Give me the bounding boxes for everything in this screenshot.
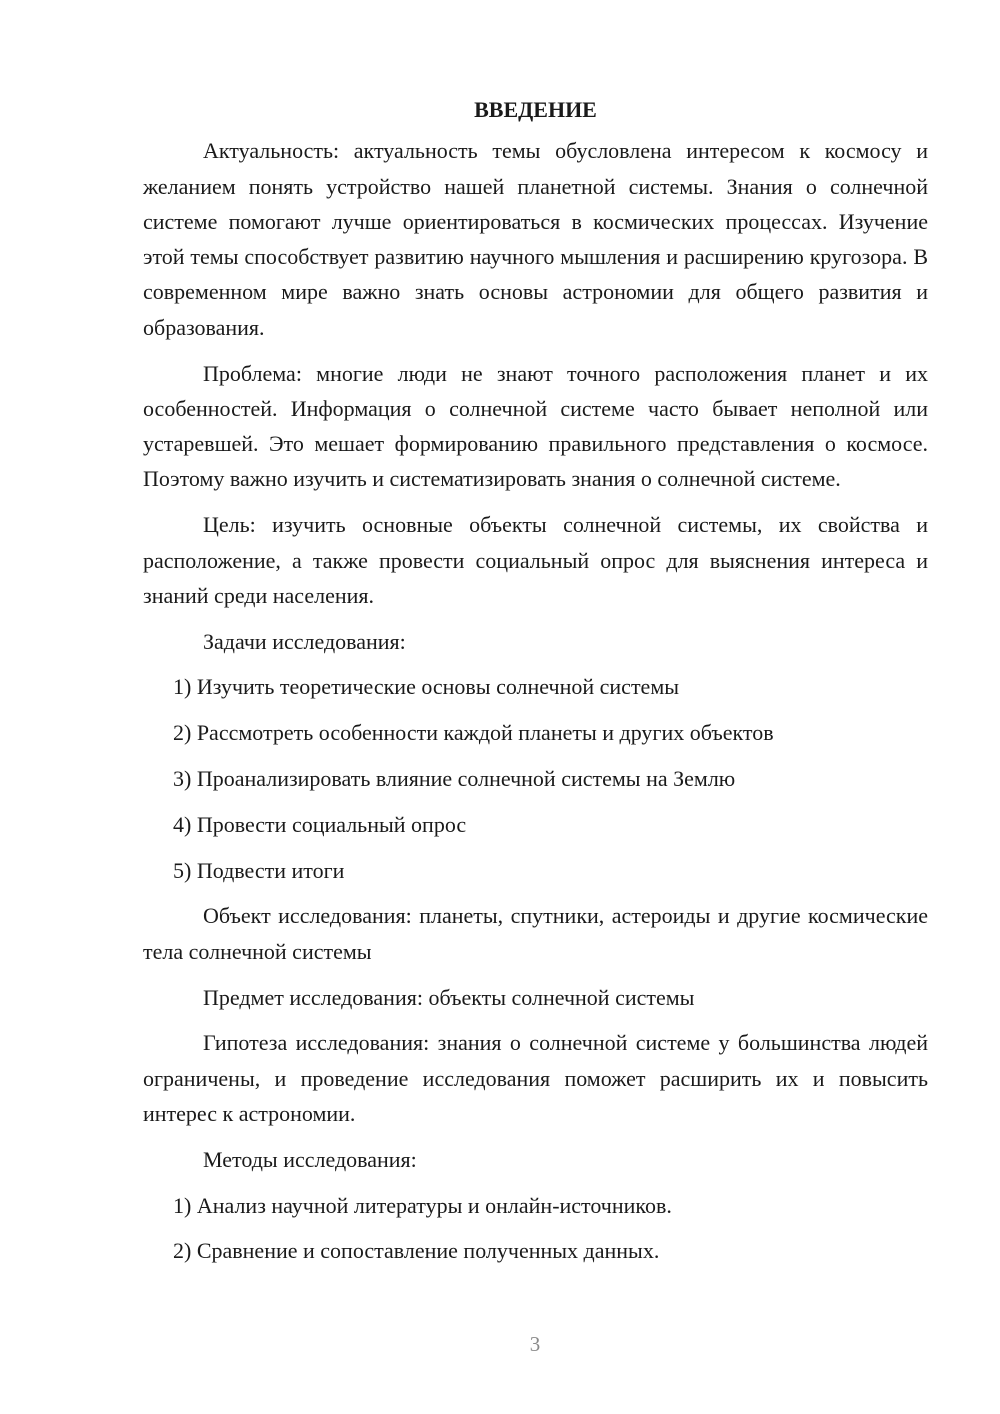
methods-list: [143, 1188, 928, 1269]
paragraph-problem: Проблема: многие люди не знают точного расположения планет и их особенностей. Информация о солнечной системе часто бывает неполной или устаревшей. Это мешает формированию правильного представления о космосе. Поэтому важно изучить и систематизировать знания о солнечной системе.: [143, 360, 928, 492]
list-item: 4) Провести социальный опрос: [173, 811, 467, 837]
page-title: ВВЕДЕНИЕ: [474, 97, 597, 122]
tasks-list: [143, 669, 928, 887]
document-page: [143, 92, 928, 1279]
paragraph-hypothesis: Гипотеза исследования: знания о солнечной системе у большинства людей ограничены, и проведение исследования поможет расширить их и повысить интерес к астрономии.: [143, 1030, 928, 1126]
paragraph-relevance: Актуальность: актуальность темы обусловлена интересом к космосу и желанием понять устройство нашей планетной системы. Знания о солнечной системе помогают лучше ориентироваться в космических процессах. Изучение этой темы способствует развитию научного мышления и расширению кругозора. В современном мире важно знать основы астрономии для общего развития и образования.: [143, 138, 928, 340]
list-item: 3) Проанализировать влияние солнечной системы на Землю: [173, 766, 736, 792]
list-item: 1) Анализ научной литературы и онлайн-источников.: [173, 1192, 672, 1218]
list-item: 2) Сравнение и сопоставление полученных данных.: [173, 1238, 660, 1264]
methods-label: Методы исследования:: [203, 1146, 417, 1172]
paragraph-subject: Предмет исследования: объекты солнечной системы: [203, 984, 695, 1010]
list-item: 5) Подвести итоги: [173, 857, 345, 883]
paragraph-goal: Цель: изучить основные объекты солнечной системы, их свойства и расположение, а также провести социальный опрос для выяснения интереса и знаний среди населения.: [143, 512, 928, 608]
list-item: 2) Рассмотреть особенности каждой планеты и других объектов: [173, 720, 774, 746]
list-item: 1) Изучить теоретические основы солнечной системы: [173, 674, 680, 700]
paragraph-object: Объект исследования: планеты, спутники, астероиды и другие космические тела солнечной системы: [143, 903, 928, 964]
page-number: 3: [529, 1332, 541, 1356]
tasks-label: Задачи исследования:: [203, 628, 406, 654]
